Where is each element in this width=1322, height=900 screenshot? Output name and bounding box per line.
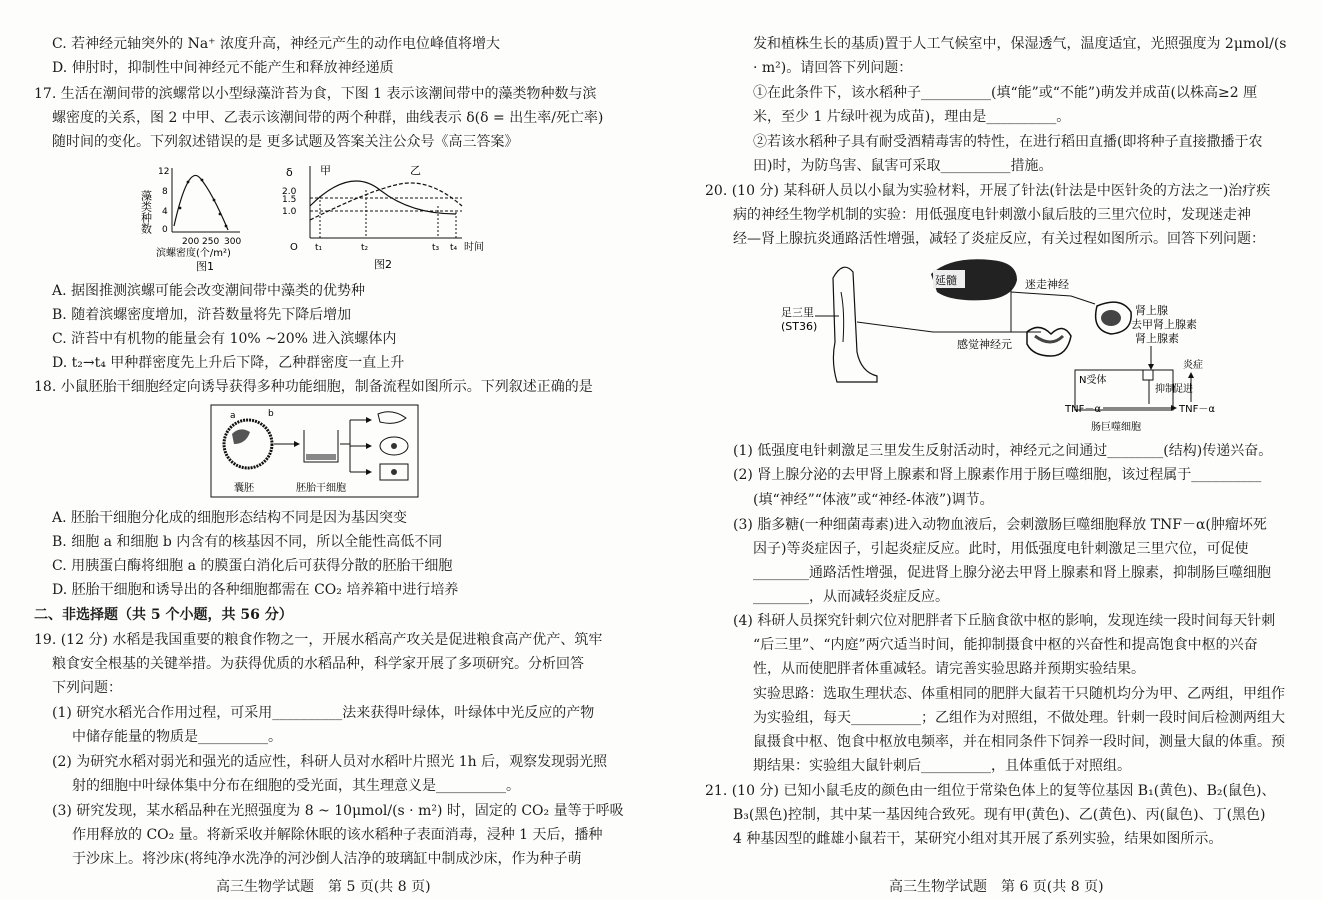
question-20-3-line3: ________通路活性增强，促进肾上腺分泌去甲肾上腺素和肾上腺素，抑制肠巨噬细胞 [753,565,1271,581]
fig3-caption-blastocyst: 囊胚 [234,483,254,494]
fig4-label-tnf-left: TNF－α [1065,404,1101,415]
page-footer-6: 高三生物学试题 第 6 页(共 8 页) [889,879,1104,895]
question-21-line1: 21. (10 分) 已知小鼠毛皮的颜色由一组位于常染色体上的复等位基因 B₁(黄色)、B₂(鼠色)、 [705,783,1276,799]
question-19-3-line3: 于沙床上。将沙床(将纯净水洗净的河沙倒人洁净的玻璃缸中制成沙床，作为种子萌 [72,851,582,867]
question-20-4-line7: 期结果：实验组大鼠针刺后__________，且体重低于对照组。 [753,758,1131,774]
fig4-leg [833,267,877,382]
fig1-ytick-8: 8 [162,187,168,197]
option-17d: D. t₂→t₄ 甲种群密度先上升后下降，乙种群密度一直上升 [52,355,405,371]
fig1-xlabel: 滨螺密度(个/m²) [156,248,231,259]
fig1-ytick-4: 4 [162,207,168,217]
fig2-origin: O [290,242,298,253]
question-20-3-line4: ________，从而减轻炎症反应。 [753,589,949,605]
fig4-label-vagus: 迷走神经 [1025,278,1069,291]
fig3-label-b: b [268,409,274,419]
fig2-xlabel: 时间 [464,242,484,253]
question-19-3-sub1-line1: ①在此条件下，该水稻种子__________(填“能”或“不能”)萌发并成苗(以株高≥2 厘 [753,85,1258,101]
question-17-line1: 17. 生活在潮间带的滨螺常以小型绿藻浒苔为食，下图 1 表示该潮间带中的藻类物种数与滨 [34,86,597,102]
question-19-line1: 19. (12 分) 水稻是我国重要的粮食作物之一，开展水稻高产攻关是促进粮食高产优产、筑牢 [34,632,603,648]
fig4-label-macrophage: 肠巨噬细胞 [1091,422,1141,433]
fig1-curve [174,175,228,230]
right-page [661,0,1322,900]
fig4-label-inflammation: 炎症 [1183,360,1203,371]
option-17a: A. 据图推测滨螺可能会改变潮间带中藻类的优势种 [52,283,366,299]
option-17c: C. 浒苔中有机物的能量会有 10% ~20% 进入滨螺体内 [52,331,397,347]
figure-4-vagus-adrenal-pathway [781,252,1241,438]
fig4-label-zusanli: 足三里 [781,306,814,319]
question-19-3-line2: 作用释放的 CO₂ 量。将新采收并解除休眠的该水稻种子表面消毒，浸种 1 天后，播种 [72,827,603,843]
fig2-label-jia: 甲 [320,164,331,177]
question-19-2-line2: 射的细胞中叶绿体集中分布在细胞的受光面，其生理意义是__________。 [72,778,520,794]
question-21-line2: B₃(黑色)控制，其中某一基因纯合致死。现有甲(黄色)、乙(黄色)、丙(鼠色)、丁(黑色) [733,807,1266,823]
question-19-line3: 下列问题： [52,680,122,696]
option-18b: B. 细胞 a 和细胞 b 内含有的核基因不同，所以全能性高低不同 [52,534,443,550]
question-20-line2: 病的神经生物学机制的实验：用低强度电针刺激小鼠后肢的三里穴位时，发现迷走神 [733,207,1251,223]
fig4-label-norepinephrine: 去甲肾上腺素 [1131,318,1197,331]
fig1-xtick-200: 200 [182,237,200,247]
section-2-heading: 二、非选择题（共 5 个小题，共 56 分） [34,607,293,623]
fig2-xtick-t1: t₁ [315,243,323,253]
question-20-1: (1) 低强度电针刺激足三里发生反射活动时，神经元之间通过________(结构)传递兴奋。 [733,443,1273,459]
fig3-label-a: a [230,411,236,421]
option-16d: D. 伸肘时，抑制性中间神经元不能产生和释放神经递质 [52,60,394,76]
option-18d: D. 胚胎干细胞和诱导出的各种细胞都需在 CO₂ 培养箱中进行培养 [52,582,459,598]
fig2-ytick-2: 2.0 [282,187,297,197]
fig2-ytick-1: 1.0 [282,207,297,217]
fig2-ytick-15: 1.5 [282,195,297,205]
question-20-4-line3: 性，从而使肥胖者体重减轻。请完善实验思路并预期实验结果。 [753,661,1145,677]
option-18c: C. 用胰蛋白酶将细胞 a 的膜蛋白消化后可获得分散的胚胎干细胞 [52,558,453,574]
question-19-2-line1: (2) 为研究水稻对弱光和强光的适应性，科研人员对水稻叶片照光 1h 后，观察发现弱光照 [52,754,608,770]
fig4-label-tnf-right: TNF－α [1179,404,1215,415]
fig1-xtick-250: 250 [202,237,220,247]
fig4-label-brain: 延髓 [935,274,957,287]
question-19-1-line1: (1) 研究水稻光合作用过程，可采用__________法来获得叶绿体，叶绿体中光反应的产物 [52,705,595,721]
page-footer-5: 高三生物学试题 第 5 页(共 8 页) [216,879,431,895]
question-20-4-line5: 为实验组，每天__________；乙组作为对照组，不做处理。针刺一段时间后检测两组大 [753,710,1285,726]
fig2-xtick-t4: t₄ [450,243,458,253]
fig1-caption: 图1 [196,260,214,273]
figure-3-stem-cell-flow [210,404,420,500]
question-20-4-line6: 鼠摄食中枢、饱食中枢放电频率，并在相同条件下饲养一段时间，测量大鼠的体重。预 [753,734,1285,750]
question-20-line3: 经—肾上腺抗炎通路活性增强，减轻了炎症反应，有关过程如图所示。回答下列问题： [733,231,1265,247]
question-19-3-line1: (3) 研究发现，某水稻品种在光照强度为 8 ~ 10μmol/(s · m²) 时，固定的 CO₂ 量等于呼吸 [52,803,624,819]
fig4-label-st36: (ST36) [781,320,818,333]
question-20-4-line2: “后三里”、“内庭”两穴适当时间，能抑制摄食中枢的兴奋性和提高饱食中枢的兴奋 [753,637,1258,653]
figure-2-delta-over-time [280,162,495,275]
fig4-label-inhibit: 抑制 [1155,384,1175,395]
question-20-2-line1: (2) 肾上腺分泌的去甲肾上腺素和肾上腺素作用于肠巨噬细胞，该过程属于__________ [733,467,1262,483]
question-19-1-line2: 中储存能量的物质是__________。 [72,729,282,745]
fig2-label-yi: 乙 [410,164,421,177]
question-19-3-sub1-line2: 米，至少 1 片绿叶视为成苗)，理由是__________。 [753,109,1071,125]
question-17-line2: 螺密度的关系，图 2 中甲、乙表示该潮间带的两个种群，曲线表示 δ(δ = 出生率/死亡率) [52,110,604,126]
fig2-ylabel: δ [286,166,293,179]
question-21-line3: 4 种基因型的雌雄小鼠若干，某研究小组对其开展了系列实验，结果如图所示。 [733,831,1223,847]
question-19-line2: 粮食安全根基的关键举措。为获得优质的水稻品种，科学家开展了多项研究。分析回答 [52,656,584,672]
fig2-xtick-t3: t₃ [432,243,440,253]
option-17b: B. 随着滨螺密度增加，浒苔数量将先下降后增加 [52,307,352,323]
question-18: 18. 小鼠胚胎干细胞经定向诱导获得多种功能细胞，制备流程如图所示。下列叙述正确的是 [34,379,593,395]
question-19-3-sub2-line1: ②若该水稻种子具有耐受酒精毒害的特性，在进行稻田直播(即将种子直接撒播于农 [753,134,1263,150]
fig4-label-promote: 促进 [1173,384,1193,395]
fig1-ytick-0: 0 [162,225,168,235]
question-20-line1: 20. (10 分) 某科研人员以小鼠为实验材料，开展了针法(针法是中医针灸的方法之一)治疗疾 [705,183,1271,199]
fig2-caption: 图2 [374,258,392,271]
fig4-label-sensory: 感觉神经元 [957,338,1012,351]
fig1-ylabel: 藻类种数 [140,190,153,234]
question-20-4-line1: (4) 科研人员探究针刺穴位对肥胖者下丘脑食欲中枢的影响，发现连续一段时间每天针刺 [733,613,1276,629]
fig4-label-epinephrine: 肾上腺素 [1135,332,1179,345]
figure-1-algae-vs-snail [140,160,280,275]
option-18a: A. 胚胎干细胞分化成的细胞形态结构不同是因为基因突变 [52,510,408,526]
fig1-xtick-300: 300 [224,237,242,247]
fig2-xtick-t2: t₂ [361,243,369,253]
fig1-ytick-12: 12 [158,167,170,177]
question-20-4-line4: 实验思路：选取生理状态、体重相同的肥胖大鼠若干只随机均分为甲、乙两组，甲组作 [753,686,1285,702]
option-16c: C. 若神经元轴突外的 Na⁺ 浓度升高，神经元产生的动作电位峰值将增大 [52,36,500,52]
question-17-line3: 随时间的变化。下列叙述错误的是 更多试题及答案关注公众号《高三答案》 [52,134,519,150]
question-20-3-line2: 因子)等炎症因子，引起炎症反应。此时，用低强度电针刺激足三里穴位，可促使 [753,541,1249,557]
fig4-label-adrenal: 肾上腺 [1135,304,1168,317]
question-20-2-line2: (填“神经”“体液”或“神经-体液”)调节。 [753,492,994,508]
fig3-caption-esc: 胚胎干细胞 [296,483,346,494]
fig4-label-receptor: N受体 [1079,375,1107,386]
question-20-3-line1: (3) 脂多糖(一种细菌毒素)进入动物血液后，会刺激肠巨噬细胞释放 TNF－α(肿瘤坏死 [733,517,1267,533]
question-19-3-cont1: 发和植株生长的基质)置于人工气候室中，保湿透气，温度适宜，光照强度为 2μmol/(s [753,36,1287,52]
question-19-3-cont2: · m²)。请回答下列问题： [753,60,913,76]
question-19-3-sub2-line2: 田)时，为防鸟害、鼠害可采取__________措施。 [753,158,1053,174]
